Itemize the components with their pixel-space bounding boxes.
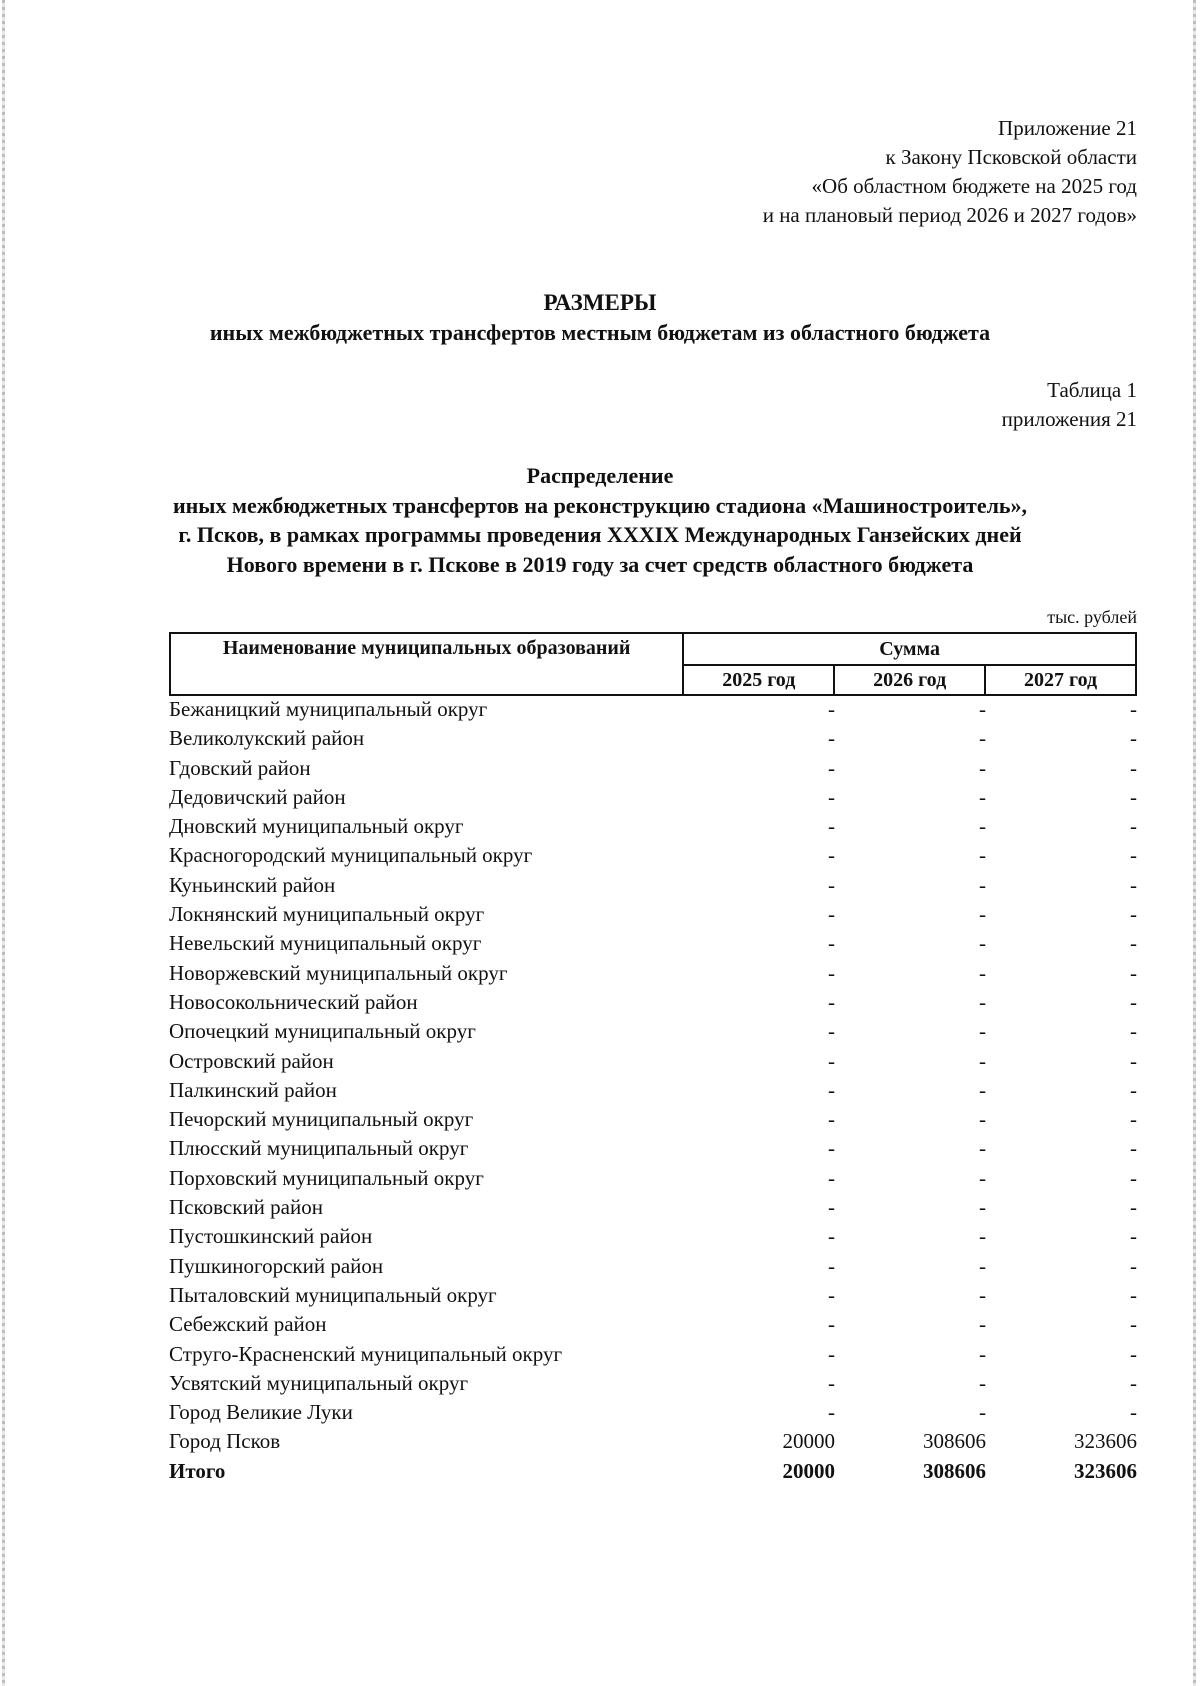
table-row [169,990,1137,1019]
value-2027: - [1130,1165,1137,1190]
value-2026: - [979,1253,986,1278]
header-name-column: Наименование муниципальных образований [170,633,683,695]
table-row [169,931,1137,960]
header-year-2026: 2026 год [834,665,985,695]
value-2025: - [828,989,835,1014]
table-row [169,1429,1137,1458]
municipality-name: Плюсский муниципальный округ [169,1136,469,1161]
value-2026: - [979,697,986,721]
value-2027: - [1130,931,1137,956]
municipality-name: Новоржевский муниципальный округ [169,960,508,985]
table-row [169,726,1137,755]
value-2025: - [828,960,835,985]
distribution-heading [0,461,1200,579]
value-2027: - [1130,1107,1137,1132]
value-2027: - [1130,1077,1137,1102]
value-2025: - [828,755,835,780]
appendix-line: к Закону Псковской области [885,145,1137,169]
value-2025: - [828,1224,835,1249]
scan-edge-left [2,0,5,1686]
value-2025: - [828,1341,835,1366]
municipality-name: Бежаницкий муниципальный округ [169,697,488,721]
value-2025: - [828,1195,835,1220]
value-2027: - [1130,1195,1137,1220]
value-2027: - [1130,872,1137,897]
unit-label: тыс. рублей [1047,607,1137,627]
value-2027: - [1130,902,1137,927]
appendix-line: и на плановый период 2026 и 2027 годов» [762,203,1137,227]
municipality-name: Псковский район [169,1195,323,1220]
value-2027: - [1130,1370,1137,1395]
value-2025: - [828,1048,835,1073]
distribution-line: Нового времени в г. Пскове в 2019 году за счет средств областного бюджета [226,551,974,577]
value-2027: - [1130,784,1137,809]
value-2026: 308606 [923,1429,986,1454]
value-2027: - [1130,1136,1137,1161]
value-2026: - [979,1341,986,1366]
value-2026: - [979,1019,986,1044]
table-ref-line: приложения 21 [1001,407,1137,431]
municipality-name: Усвятский муниципальный округ [169,1370,469,1395]
municipality-name: Пустошкинский район [169,1224,373,1249]
distribution-line: иных межбюджетных трансфертов на реконструкцию стадиона «Машиностроитель», [172,492,1028,518]
table-row [169,1049,1137,1078]
appendix-reference [763,114,1137,230]
value-2025: - [828,872,835,897]
value-2026: - [979,1400,986,1425]
municipality-name: Красногородский муниципальный округ [169,843,533,868]
table-row [169,1136,1137,1165]
table-ref-line: Таблица 1 [1047,378,1137,402]
municipality-name: Город Псков [169,1429,281,1454]
value-2027: - [1130,1282,1137,1307]
value-2025: - [828,843,835,868]
value-2026: - [979,1370,986,1395]
municipality-name: Куньинский район [169,872,336,897]
municipality-name: Пыталовский муниципальный округ [169,1282,497,1307]
document-title [0,288,1200,348]
value-2026: - [979,960,986,985]
header-year-2025: 2025 год [683,665,834,695]
value-2026: - [979,1048,986,1073]
table-row [169,1254,1137,1283]
municipality-name: Итого [169,1458,226,1483]
value-2025: - [828,1165,835,1190]
table-row [169,1224,1137,1253]
municipality-name: Невельский муниципальный округ [169,931,482,956]
value-2026: - [979,1136,986,1161]
distribution-line: Распределение [526,463,674,488]
municipality-name: Пушкиногорский район [169,1253,384,1278]
value-2026: - [979,872,986,897]
municipality-name: Гдовский район [169,755,311,780]
municipality-name: Город Великие Луки [169,1400,353,1425]
value-2027: - [1130,1019,1137,1044]
table-row [169,1283,1137,1312]
value-2025: - [828,902,835,927]
value-2026: - [979,902,986,927]
municipality-name: Себежский район [169,1312,327,1337]
header-sum: Сумма [683,633,1136,665]
header-year-2027: 2027 год [985,665,1136,695]
municipality-name: Дедовичский район [169,784,346,809]
table-row [169,1019,1137,1048]
value-2026: - [979,755,986,780]
value-2025: - [828,814,835,839]
table-row [169,1166,1137,1195]
value-2027: - [1130,1312,1137,1337]
value-2027: - [1130,1048,1137,1073]
total-row [169,1459,1137,1488]
value-2026: - [979,843,986,868]
value-2027: - [1130,697,1137,721]
table-row [169,697,1137,726]
title-sub: иных межбюджетных трансфертов местным бюджетам из областного бюджета [209,320,991,345]
municipality-name: Порховский муниципальный округ [169,1165,484,1190]
table-reference [1002,376,1137,434]
value-2027: - [1130,1224,1137,1249]
table-row [169,785,1137,814]
distribution-line: г. Псков, в рамках программы проведения XXXIX Международных Ганзейских дней [178,522,1022,547]
value-2026: - [979,931,986,956]
table-row [169,1078,1137,1107]
value-2025: - [828,1312,835,1337]
municipality-name: Островский район [169,1048,334,1073]
table-row [169,1107,1137,1136]
municipality-name: Опочецкий муниципальный округ [169,1019,476,1044]
value-2026: - [979,1282,986,1307]
value-2027: - [1130,843,1137,868]
value-2026: - [979,814,986,839]
value-2026: - [979,1312,986,1337]
appendix-line: Приложение 21 [998,116,1137,140]
value-2025: - [828,1019,835,1044]
table-row [169,961,1137,990]
value-2026: - [979,989,986,1014]
appendix-line: «Об областном бюджете на 2025 год [811,174,1137,198]
value-2027: - [1130,726,1137,751]
value-2026: - [979,1195,986,1220]
value-2025: - [828,726,835,751]
table-row [169,1400,1137,1429]
municipality-name: Печорский муниципальный округ [169,1107,474,1132]
municipality-name: Дновский муниципальный округ [169,814,464,839]
value-2027: - [1130,814,1137,839]
municipality-name: Локнянский муниципальный округ [169,902,485,927]
value-2026: - [979,784,986,809]
table-header [169,632,1137,696]
value-2025: - [828,1253,835,1278]
table-body [169,697,1137,1488]
table-row [169,1312,1137,1341]
value-2025: - [828,1077,835,1102]
scan-edge-right [1193,0,1196,1686]
value-2025: 20000 [782,1458,835,1483]
value-2025: - [828,1370,835,1395]
municipality-name: Палкинский район [169,1077,337,1102]
value-2026: - [979,1165,986,1190]
value-2025: - [828,1107,835,1132]
value-2027: 323606 [1074,1458,1137,1483]
table-row [169,902,1137,931]
table-row [169,1342,1137,1371]
value-2026: - [979,726,986,751]
table-row [169,814,1137,843]
value-2027: - [1130,1341,1137,1366]
table-row [169,756,1137,785]
municipality-name: Великолукский район [169,726,365,751]
value-2027: - [1130,1253,1137,1278]
value-2026: - [979,1077,986,1102]
value-2027: 323606 [1074,1429,1137,1454]
value-2027: - [1130,755,1137,780]
value-2025: - [828,1136,835,1161]
value-2027: - [1130,989,1137,1014]
value-2026: - [979,1224,986,1249]
value-2026: 308606 [923,1458,986,1483]
value-2025: - [828,931,835,956]
table-row [169,843,1137,872]
title-main: РАЗМЕРЫ [543,290,657,315]
value-2025: - [828,1282,835,1307]
municipality-name: Струго-Красненский муниципальный округ [169,1341,563,1366]
value-2025: - [828,1400,835,1425]
value-2026: - [979,1107,986,1132]
value-2027: - [1130,1400,1137,1425]
value-2025: 20000 [782,1429,835,1454]
table-row [169,1371,1137,1400]
table-row [169,873,1137,902]
value-2025: - [828,697,835,721]
value-2027: - [1130,960,1137,985]
table-row [169,1195,1137,1224]
value-2025: - [828,784,835,809]
municipality-name: Новосокольнический район [169,989,418,1014]
